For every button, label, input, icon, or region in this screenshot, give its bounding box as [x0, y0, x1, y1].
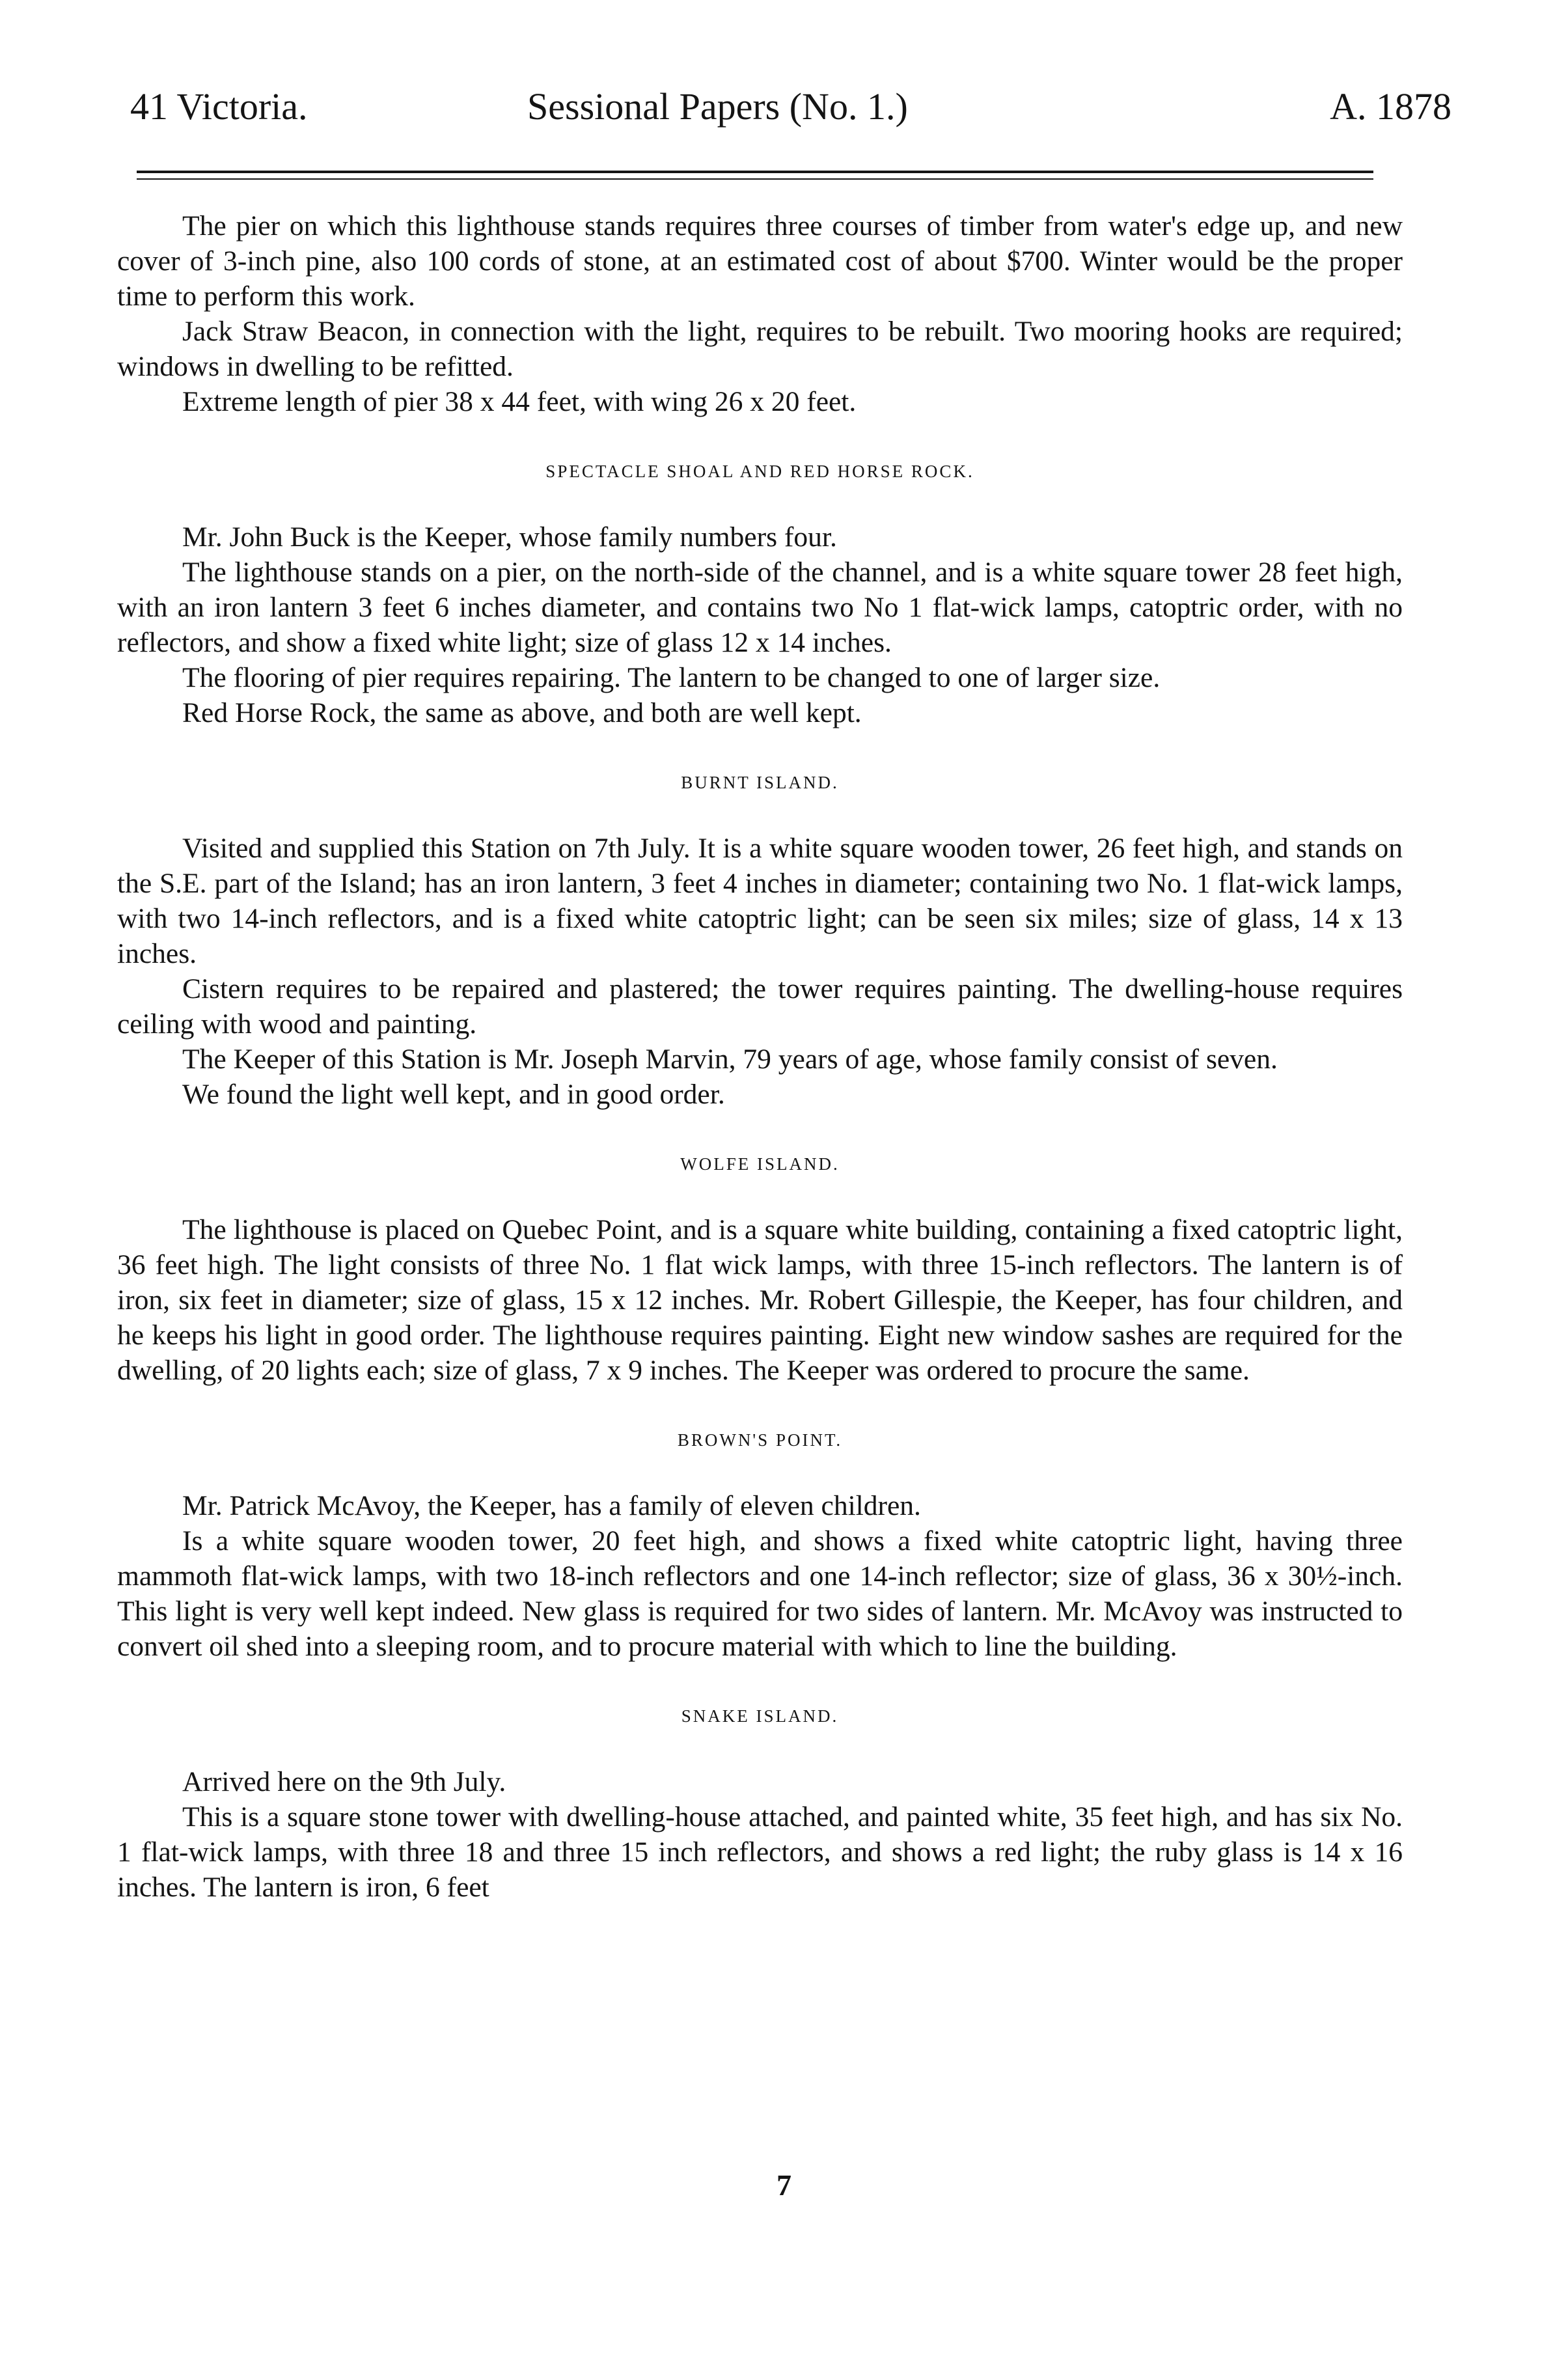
section-heading: BROWN'S POINT.	[677, 1430, 843, 1450]
header-rule-thick	[137, 171, 1373, 173]
paragraph: Mr. Patrick McAvoy, the Keeper, has a family of eleven children.	[182, 1490, 921, 1521]
paragraph: Jack Straw Beacon, in connection with the light, requires to be rebuilt. Two mooring hooks are required; windows in dwelling to be refitted.	[117, 316, 1403, 382]
header-volume: 41 Victoria.	[130, 85, 308, 128]
paragraph: The pier on which this lighthouse stands requires three courses of timber from water's edge up, and new cover of 3-inch pine, also 100 cords of stone, at an estimated cost of about $700. Winter would be the proper time to perform this work.	[117, 210, 1403, 312]
paragraph: Red Horse Rock, the same as above, and both are well kept.	[182, 697, 862, 728]
section-snake-island	[117, 1703, 1403, 1905]
header-rule-thin	[137, 178, 1373, 180]
section-spectacle-shoal	[117, 458, 1403, 730]
section-burnt-island	[117, 769, 1403, 1112]
paragraph: The lighthouse is placed on Quebec Point, and is a square white building, containing a fixed catoptric light, 36 feet high. The light consists of three No. 1 flat wick lamps, with three 15-inch reflectors. The lantern is of iron, six feet in diameter; size of glass, 15 x 12 inches. Mr. Robert Gillespie, the Keeper, has four children, and he keeps his light in good order. The lighthouse requires painting. Eight new window sashes are required for the dwelling, of 20 lights each; size of glass, 7 x 9 inches. The Keeper was ordered to procure the same.	[117, 1214, 1403, 1386]
section-wolfe-island	[117, 1151, 1403, 1388]
paragraph: The Keeper of this Station is Mr. Joseph Marvin, 79 years of age, whose family consist of seven.	[182, 1044, 1278, 1075]
section-browns-point	[117, 1427, 1403, 1664]
paragraph: Mr. John Buck is the Keeper, whose family numbers four.	[182, 521, 837, 553]
page-number: 7	[777, 2168, 791, 2202]
paragraph: This is a square stone tower with dwelling-house attached, and painted white, 35 feet high, and has six No. 1 flat-wick lamps, with three 18 and three 15 inch reflectors, and shows a red light; the ruby glass is 14 x 16 inches. The lantern is iron, 6 feet	[117, 1801, 1403, 1903]
paragraph: The lighthouse stands on a pier, on the north-side of the channel, and is a white square tower 28 feet high, with an iron lantern 3 feet 6 inches diameter, and contains two No 1 flat-wick lamps, catoptric order, with no reflectors, and show a fixed white light; size of glass 12 x 14 inches.	[117, 557, 1403, 658]
section-heading: WOLFE ISLAND.	[680, 1154, 840, 1174]
paragraph: We found the light well kept, and in good order.	[182, 1079, 725, 1110]
paragraph: The flooring of pier requires repairing. The lantern to be changed to one of larger size.	[182, 662, 1161, 693]
section-heading: SNAKE ISLAND.	[681, 1706, 839, 1726]
section-heading: BURNT ISLAND.	[681, 773, 839, 792]
paragraph: Extreme length of pier 38 x 44 feet, with wing 26 x 20 feet.	[182, 386, 857, 417]
paragraph: Is a white square wooden tower, 20 feet high, and shows a fixed white catoptric light, having three mammoth flat-wick lamps, with two 18-inch reflectors and one 14-inch reflector; size of glass, 36 x 30½-inch. This light is very well kept indeed. New glass is required for two sides of lantern. Mr. McAvoy was instructed to convert oil shed into a sleeping room, and to procure material with which to line the building.	[117, 1525, 1403, 1662]
paragraph: Cistern requires to be repaired and plastered; the tower requires painting. The dwelling-house requires ceiling with wood and painting.	[117, 973, 1403, 1040]
intro-section	[117, 208, 1403, 419]
paragraph: Arrived here on the 9th July.	[182, 1766, 506, 1797]
header-title: Sessional Papers (No. 1.)	[527, 85, 908, 128]
section-heading: SPECTACLE SHOAL AND RED HORSE ROCK.	[545, 462, 974, 481]
document-body	[117, 208, 1403, 1905]
paragraph: Visited and supplied this Station on 7th July. It is a white square wooden tower, 26 feet high, and stands on the S.E. part of the Island; has an iron lantern, 3 feet 4 inches in diameter; containing two No. 1 flat-wick lamps, with two 14-inch reflectors, and is a fixed white catoptric light; can be seen six miles; size of glass, 14 x 13 inches.	[117, 833, 1403, 969]
running-header	[117, 85, 1451, 143]
header-year: A. 1878	[1330, 85, 1451, 128]
